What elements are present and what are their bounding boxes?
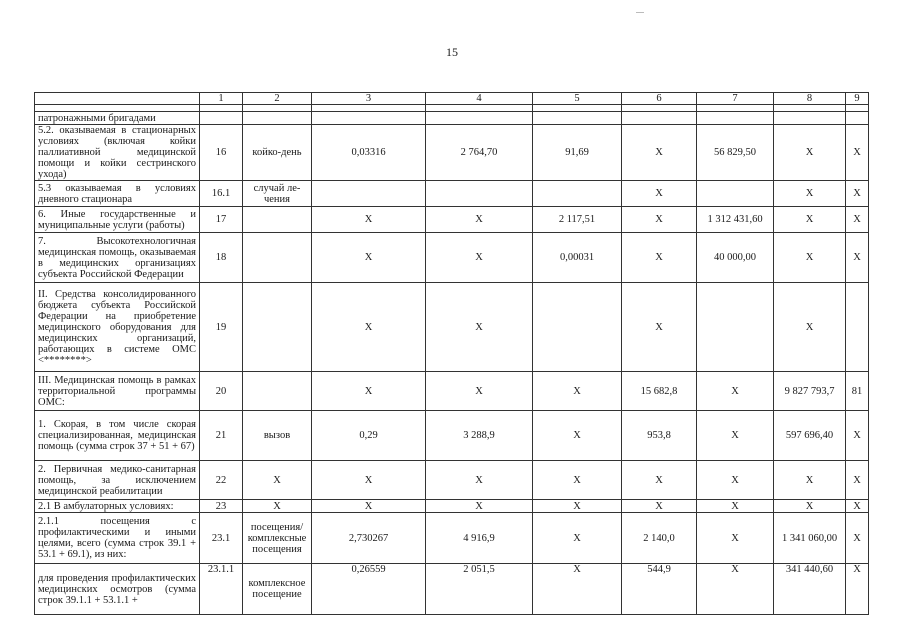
row-description: 2.1.1 посещения с профилактическими и иными целями, всего (сумма строк 39.1 + 53.1 + 69.1), из них: [35,513,200,564]
header-row [35,93,869,105]
value-cell: 3 288,9 [426,411,533,461]
budget-table [34,92,869,615]
table-row [35,500,869,513]
value-cell: X [697,564,774,615]
table-row [35,513,869,564]
row-description: патронажными бригадами [35,112,200,125]
spacer-cell [846,105,869,112]
value-cell: 40 000,00 [697,233,774,283]
value-cell: X [846,207,869,233]
value-cell: X [774,233,846,283]
value-cell: X [312,283,426,372]
value-cell: X [312,372,426,411]
value-cell: X [426,233,533,283]
row-description: 7. Высокотехнологичная медицинская помощь, оказываемая в медицинских организациях субъекта Российской Федерации [35,233,200,283]
value-cell: X [846,233,869,283]
row-number: 23.1.1 [200,564,243,615]
row-number: 23 [200,500,243,513]
unit-cell: посещения/комплексные посещения [243,513,312,564]
value-cell: 4 916,9 [426,513,533,564]
value-cell: X [846,461,869,500]
column-number: 8 [774,93,846,105]
value-cell: X [774,283,846,372]
value-cell: X [312,500,426,513]
value-cell: X [846,564,869,615]
value-cell [846,112,869,125]
value-cell: X [426,207,533,233]
unit-cell [243,112,312,125]
column-number: 1 [200,93,243,105]
value-cell: X [622,125,697,181]
value-cell [533,112,622,125]
value-cell [533,181,622,207]
value-cell: X [774,125,846,181]
value-cell [697,181,774,207]
value-cell [312,112,426,125]
value-cell [697,112,774,125]
row-description: III. Медицинская помощь в рамках территориальной программы ОМС: [35,372,200,411]
value-cell [312,181,426,207]
value-cell: X [533,411,622,461]
value-cell: X [846,513,869,564]
value-cell: X [846,500,869,513]
column-number: 5 [533,93,622,105]
value-cell: X [622,461,697,500]
spacer-cell [622,105,697,112]
spacer-row [35,105,869,112]
spacer-cell [697,105,774,112]
value-cell: X [533,500,622,513]
value-cell: X [846,181,869,207]
value-cell: X [697,461,774,500]
column-number: 4 [426,93,533,105]
row-description: 1. Скорая, в том числе скорая специализированная, медицинская помощь (сумма строк 37 + 51 + 67) [35,411,200,461]
value-cell: X [622,283,697,372]
row-description: 6. Иные государственные и муниципальные услуги (работы) [35,207,200,233]
row-description: 2.1 В амбулаторных условиях: [35,500,200,513]
spacer-cell [35,105,200,112]
table-row [35,372,869,411]
value-cell: X [312,233,426,283]
table-row [35,461,869,500]
row-description: 5.3 оказываемая в условиях дневного стационара [35,181,200,207]
row-number: 23.1 [200,513,243,564]
value-cell: X [697,372,774,411]
value-cell: 9 827 793,7 [774,372,846,411]
value-cell: 341 440,60 [774,564,846,615]
value-cell: X [697,411,774,461]
value-cell: X [774,500,846,513]
value-cell: X [774,181,846,207]
value-cell: X [846,411,869,461]
row-description: 2. Первичная медико-санитарная помощь, за исключением медицинской реабилитации [35,461,200,500]
row-number: 16 [200,125,243,181]
value-cell: X [622,233,697,283]
value-cell: 953,8 [622,411,697,461]
value-cell: X [533,461,622,500]
table-row [35,125,869,181]
row-description: 5.2. оказываемая в стационарных условиях (включая койки паллиативной медицинской помощи и койки сестринского ухода) [35,125,200,181]
unit-cell: комплексное посещение [243,564,312,615]
value-cell: X [774,461,846,500]
unit-cell: X [243,500,312,513]
value-cell: X [697,500,774,513]
column-number [35,93,200,105]
spacer-cell [312,105,426,112]
table-row [35,411,869,461]
value-cell [622,112,697,125]
value-cell: X [846,125,869,181]
row-number: 16.1 [200,181,243,207]
unit-cell [243,283,312,372]
value-cell: 2 140,0 [622,513,697,564]
value-cell: 597 696,40 [774,411,846,461]
value-cell: 0,26559 [312,564,426,615]
row-number: 18 [200,233,243,283]
value-cell: X [533,372,622,411]
value-cell [774,112,846,125]
value-cell [426,181,533,207]
value-cell: 2,730267 [312,513,426,564]
value-cell [846,283,869,372]
value-cell: X [774,207,846,233]
table-row [35,233,869,283]
row-number: 19 [200,283,243,372]
spacer-cell [533,105,622,112]
table-row [35,207,869,233]
unit-cell [243,207,312,233]
spacer-cell [200,105,243,112]
value-cell: X [533,564,622,615]
unit-cell [243,372,312,411]
value-cell: X [697,513,774,564]
unit-cell [243,233,312,283]
spacer-cell [426,105,533,112]
value-cell: X [312,207,426,233]
value-cell: X [622,181,697,207]
row-number: 20 [200,372,243,411]
table-row [35,112,869,125]
row-number: 17 [200,207,243,233]
table-row [35,564,869,615]
page-number: 15 [446,45,458,59]
unit-cell: X [243,461,312,500]
value-cell: X [622,500,697,513]
value-cell: X [312,461,426,500]
value-cell: 56 829,50 [697,125,774,181]
value-cell: 2 051,5 [426,564,533,615]
value-cell: 2 764,70 [426,125,533,181]
column-number: 9 [846,93,869,105]
column-number: 3 [312,93,426,105]
value-cell: X [533,513,622,564]
table-row [35,181,869,207]
row-number [200,112,243,125]
value-cell: X [426,283,533,372]
value-cell: 544,9 [622,564,697,615]
value-cell: X [426,500,533,513]
table-row [35,283,869,372]
value-cell: 0,29 [312,411,426,461]
value-cell: 1 341 060,00 [774,513,846,564]
value-cell [426,112,533,125]
value-cell: 91,69 [533,125,622,181]
unit-cell: случай ле- чения [243,181,312,207]
row-number: 21 [200,411,243,461]
value-cell: X [426,461,533,500]
column-number: 7 [697,93,774,105]
value-cell: 1 312 431,60 [697,207,774,233]
unit-cell: вызов [243,411,312,461]
value-cell: 2 117,51 [533,207,622,233]
corner-mark [636,12,644,13]
row-description: для проведения профилактических медицинских осмотров (сумма строк 39.1.1 + 53.1.1 + [35,564,200,615]
value-cell: 0,00031 [533,233,622,283]
value-cell [533,283,622,372]
value-cell: 0,03316 [312,125,426,181]
value-cell: X [622,207,697,233]
value-cell: X [426,372,533,411]
spacer-cell [774,105,846,112]
value-cell: 81 [846,372,869,411]
column-number: 6 [622,93,697,105]
unit-cell: койко-день [243,125,312,181]
row-number: 22 [200,461,243,500]
spacer-cell [243,105,312,112]
value-cell: 15 682,8 [622,372,697,411]
row-description: II. Средства консолидированного бюджета субъекта Российской Федерации на приобретение медицинского оборудования для медицинских организаций, работающих в системе ОМС <********> [35,283,200,372]
column-number: 2 [243,93,312,105]
value-cell [697,283,774,372]
